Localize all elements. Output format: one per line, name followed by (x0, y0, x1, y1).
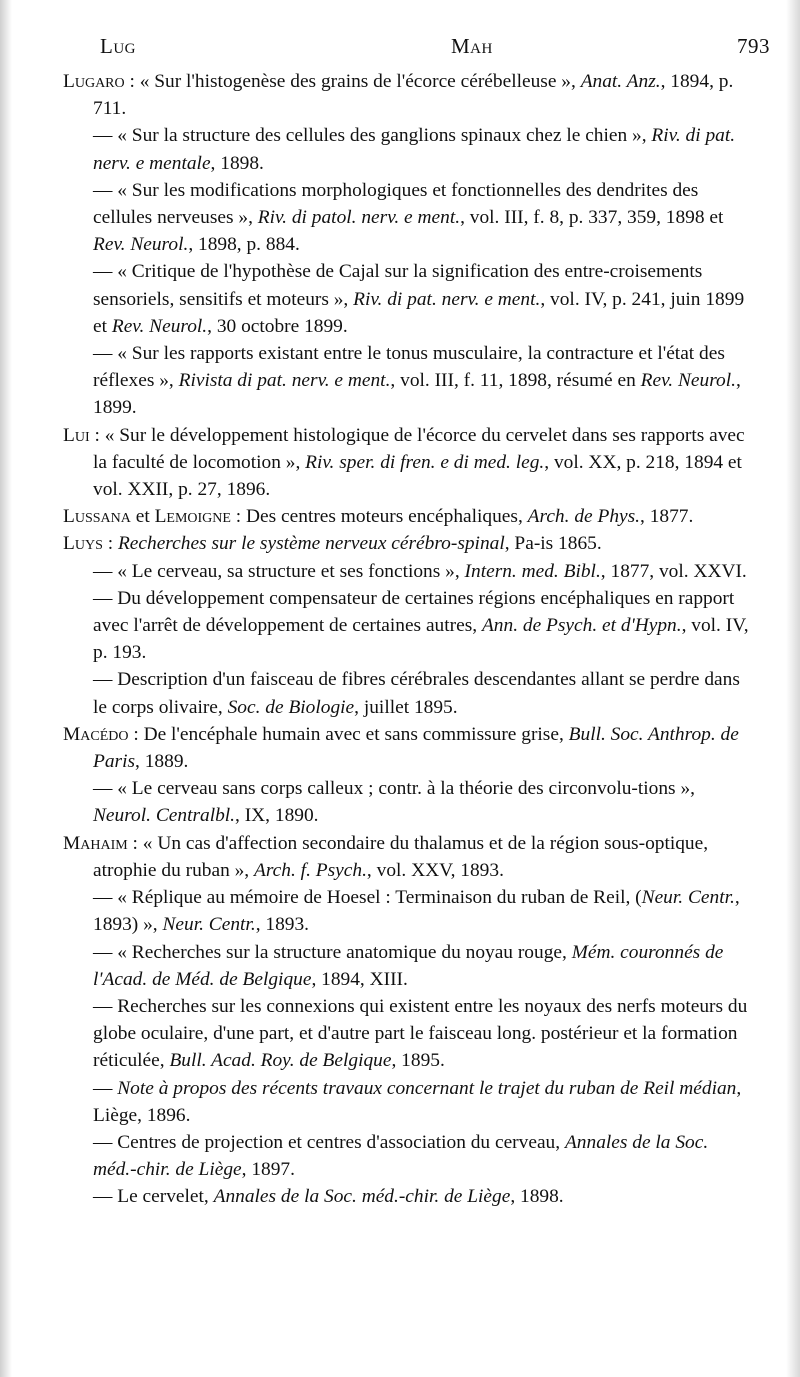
work-text: , 30 octobre 1899. (207, 315, 348, 337)
work-text: , vol. IV, p. 241, juin 1899 et (93, 288, 745, 337)
source-title: Note à propos des récents travaux concernant le trajet du ruban de Reil médian (117, 1077, 737, 1099)
work-text: « Un cas d'affection secondaire du thalamus et de la région sous-optique, atrophie du ruban », (93, 832, 709, 881)
work-text: , 1897. (241, 1159, 295, 1181)
em-dash (93, 996, 117, 1017)
em-dash (93, 180, 117, 201)
em-dash (93, 125, 117, 146)
page-edge-shadow (0, 0, 12, 1377)
bib-subentry (63, 666, 751, 720)
author-name: Lui (63, 424, 90, 446)
work-text: , vol. III, f. 8, p. 337, 359, 1898 et (460, 207, 724, 229)
em-dash (93, 1186, 117, 1207)
source-title: Arch. f. Psych. (254, 859, 367, 881)
bib-subentry (63, 585, 751, 667)
source-title: Riv. di pat. nerv. e mentale (93, 125, 736, 174)
source-title: Neur. Centr. (162, 914, 256, 936)
source-title: Arch. de Phys. (527, 506, 641, 528)
page-number: 793 (737, 34, 770, 58)
bib-subentry (63, 258, 751, 340)
work-text: , 1898. (210, 152, 264, 174)
bib-subentry (63, 993, 751, 1075)
work-text: , 1877, vol. XXVI. (600, 560, 747, 582)
em-dash (93, 588, 117, 609)
em-dash (93, 261, 117, 282)
work-text: , 1894, XIII. (311, 968, 408, 990)
source-title: Rivista di pat. nerv. e ment. (178, 370, 391, 392)
source-title: Intern. med. Bibl. (464, 560, 601, 582)
bib-subentry (63, 1183, 751, 1210)
author-separator: : (89, 424, 105, 446)
source-title: Anat. Anz. (580, 71, 661, 92)
source-title: Riv. di patol. nerv. e ment. (257, 207, 461, 229)
bib-entry (63, 422, 751, 504)
work-text: « Critique de l'hypothèse de Cajal sur la signification des entre-croisements sensoriels, sensitifs et moteurs », (93, 261, 703, 310)
em-dash (93, 1132, 117, 1153)
author-separator: : (102, 533, 118, 555)
bib-subentry (63, 558, 751, 585)
em-dash (93, 942, 117, 963)
bib-subentry (63, 884, 751, 938)
work-text: De l'encéphale humain avec et sans commissure grise, (143, 723, 569, 745)
bib-subentry (63, 340, 751, 422)
bib-entry (63, 721, 751, 775)
source-title: Mém. couronnés de l'Acad. de Méd. de Belgique (93, 941, 724, 990)
source-title: Rev. Neurol. (93, 234, 189, 256)
work-text: « Sur l'histogenèse des grains de l'écorce cérébelleuse », (139, 71, 581, 92)
work-text: « Sur le développement histologique de l'écorce du cervelet dans ses rapports avec la faculté de locomotion », (93, 424, 745, 473)
work-text: « Le cerveau sans corps calleux ; contr. à la théorie des circonvolu-tions », (117, 778, 695, 800)
em-dash (93, 343, 117, 364)
source-title: Ann. de Psych. et d'Hypn. (481, 615, 682, 637)
source-title: Annales de la Soc. méd.-chir. de Liège (213, 1186, 511, 1208)
work-text: , vol. XXV, 1893. (366, 859, 504, 881)
bib-entry (63, 830, 751, 884)
work-text: , 1894, p. 711. (93, 71, 734, 120)
em-dash (93, 778, 117, 799)
author-name: Macédo (63, 723, 129, 745)
source-title: Neur. Centr. (641, 887, 735, 909)
em-dash (93, 1078, 117, 1099)
work-text: , Pa-is 1865. (504, 533, 602, 555)
work-text: , 1898, p. 884. (188, 234, 300, 256)
bib-subentry (63, 122, 751, 176)
work-text: « Sur les rapports existant entre le tonus musculaire, la contracture et l'état des réflexes », (93, 343, 725, 392)
work-text: « Sur la structure des cellules des ganglions spinaux chez le chien », (117, 125, 652, 147)
bib-subentry (63, 775, 751, 829)
source-title: Soc. de Biologie (227, 696, 355, 718)
author-name: Mahaim (63, 832, 128, 854)
author-name: Lemoigne (154, 506, 231, 528)
source-title: Annales de la Soc. méd.-chir. de Liège (93, 1131, 709, 1181)
author-separator: : (124, 71, 140, 92)
work-text: , 1877. (640, 506, 694, 528)
work-text: , 1889. (135, 751, 189, 773)
header-middle-word: Mah (451, 34, 493, 58)
work-text: , juillet 1895. (354, 696, 458, 718)
work-text: , 1893) », (93, 887, 740, 936)
bib-entry (63, 530, 751, 557)
em-dash (93, 561, 117, 582)
work-text: , vol. IV, p. 193. (93, 615, 749, 664)
work-text: , IX, 1890. (235, 805, 319, 827)
source-title: Riv. di pat. nerv. e ment. (353, 288, 541, 310)
work-text: , 1899. (93, 370, 741, 419)
work-text: , Liège, 1896. (93, 1077, 742, 1126)
source-title: Neurol. Centralbl. (93, 805, 236, 827)
running-header (0, 34, 800, 64)
source-title: Bull. Acad. Roy. de Belgique (169, 1050, 392, 1072)
source-title: Recherches sur le système nerveux cérébro-spinal (117, 533, 505, 555)
work-text: Le cervelet, (117, 1186, 214, 1208)
work-text: « Le cerveau, sa structure et ses fonctions », (117, 560, 465, 582)
header-left-word: Lug (100, 34, 136, 58)
bibliography-list (63, 68, 751, 1211)
bib-entry (63, 503, 751, 530)
bib-subentry (63, 1075, 751, 1129)
work-text: , vol. III, f. 11, 1898, résumé en (390, 370, 641, 392)
work-text: Centres de projection et centres d'association du cerveau, (117, 1131, 565, 1153)
author-separator: : (230, 506, 247, 528)
work-text: , 1893. (255, 914, 310, 936)
author-connector: et (130, 506, 155, 528)
em-dash (93, 669, 117, 690)
bib-subentry (63, 939, 751, 993)
source-title: Bull. Soc. Anthrop. de Paris (93, 723, 739, 773)
em-dash (93, 887, 117, 908)
author-separator: : (127, 832, 143, 854)
work-text: Du développement compensateur de certaines régions encéphaliques en rapport avec l'arrêt de développement de certaines autres, (93, 587, 735, 637)
work-text: Description d'un faisceau de fibres cérébrales descendantes allant se perdre dans le corps olivaire, (93, 669, 740, 718)
bib-entry (63, 68, 751, 122)
work-text: Des centres moteurs encéphaliques, (246, 506, 528, 528)
work-text: , 1895. (391, 1050, 445, 1072)
author-name: Lugaro (63, 71, 125, 92)
author-separator: : (128, 723, 144, 745)
work-text: « Réplique au mémoire de Hoesel : Terminaison du ruban de Reil, ( (117, 887, 642, 909)
source-title: Riv. sper. di fren. e di med. leg. (305, 451, 545, 473)
work-text: Recherches sur les connexions qui existent entre les noyaux des nerfs moteurs du globe oculaire, d'une part, et d'autre part le faisceau long. postérieur et la formation réticulée, (93, 995, 748, 1072)
work-text: , 1898. (510, 1186, 564, 1208)
source-title: Rev. Neurol. (111, 315, 208, 337)
page-edge-shadow-right (786, 0, 800, 1377)
author-name: Luys (63, 533, 103, 555)
work-text: « Recherches sur la structure anatomique du noyau rouge, (117, 941, 572, 963)
author-name: Lussana (63, 506, 131, 528)
bib-subentry (63, 1129, 751, 1183)
work-text: , vol. XX, p. 218, 1894 et vol. XXII, p. 27, 1896. (93, 451, 742, 501)
work-text: « Sur les modifications morphologiques et fonctionnelles des dendrites des cellules nerveuses », (93, 179, 699, 229)
bib-subentry (63, 177, 751, 259)
source-title: Rev. Neurol. (640, 370, 736, 392)
